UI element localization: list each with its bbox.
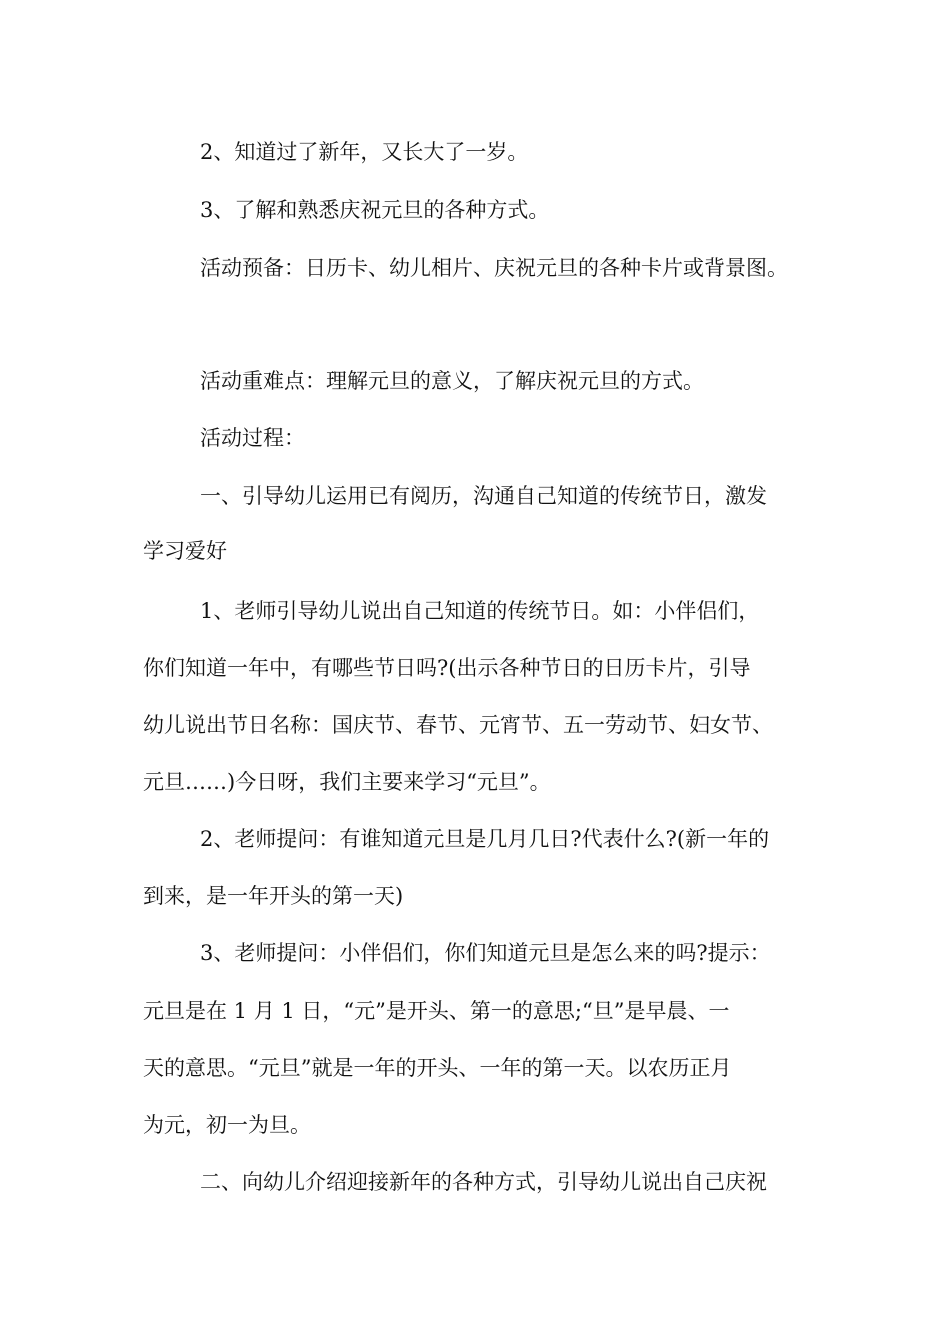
- text-line-preparation: 活动预备：日历卡、幼儿相片、庆祝元旦的各种卡片或背景图。: [200, 256, 788, 280]
- text-line-step-3: 3、老师提问：小伴侣们，你们知道元旦是怎么来的吗?提示：: [200, 941, 771, 965]
- text-line-step-1-cont-1: 你们知道一年中，有哪些节日吗?(出示各种节日的日历卡片，引导: [143, 656, 751, 680]
- text-line-step-2: 2、老师提问：有谁知道元旦是几月几日?代表什么?(新一年的: [200, 827, 770, 851]
- text-line-step-3-cont-1: 元旦是在 1 月 1 日，“元”是开头、第一的意思;“旦”是早晨、一: [143, 999, 730, 1023]
- text-line-step-3-cont-2: 天的意思。“元旦”就是一年的开头、一年的第一天。以农历正月: [143, 1056, 732, 1080]
- text-line-process-heading: 活动过程：: [200, 426, 305, 450]
- text-line-section-1: 一、引导幼儿运用已有阅历，沟通自己知道的传统节日，激发: [200, 484, 767, 508]
- text-line-step-2-cont: 到来，是一年开头的第一天): [143, 884, 404, 908]
- text-line-section-2: 二、向幼儿介绍迎接新年的各种方式，引导幼儿说出自己庆祝: [200, 1170, 767, 1194]
- text-line-step-1: 1、老师引导幼儿说出自己知道的传统节日。如：小伴侣们，: [200, 599, 760, 623]
- text-line-goal-3: 3、了解和熟悉庆祝元旦的各种方式。: [200, 198, 550, 222]
- text-line-step-1-cont-2: 幼儿说出节日名称：国庆节、春节、元宵节、五一劳动节、妇女节、: [143, 713, 773, 737]
- text-line-section-1-cont: 学习爱好: [143, 539, 227, 563]
- text-line-step-1-cont-3: 元旦……)今日呀，我们主要来学习“元旦”。: [143, 770, 551, 794]
- text-line-key-points: 活动重难点：理解元旦的意义，了解庆祝元旦的方式。: [200, 369, 704, 393]
- text-line-step-3-cont-3: 为元，初一为旦。: [143, 1113, 311, 1137]
- text-line-goal-2: 2、知道过了新年，又长大了一岁。: [200, 140, 529, 164]
